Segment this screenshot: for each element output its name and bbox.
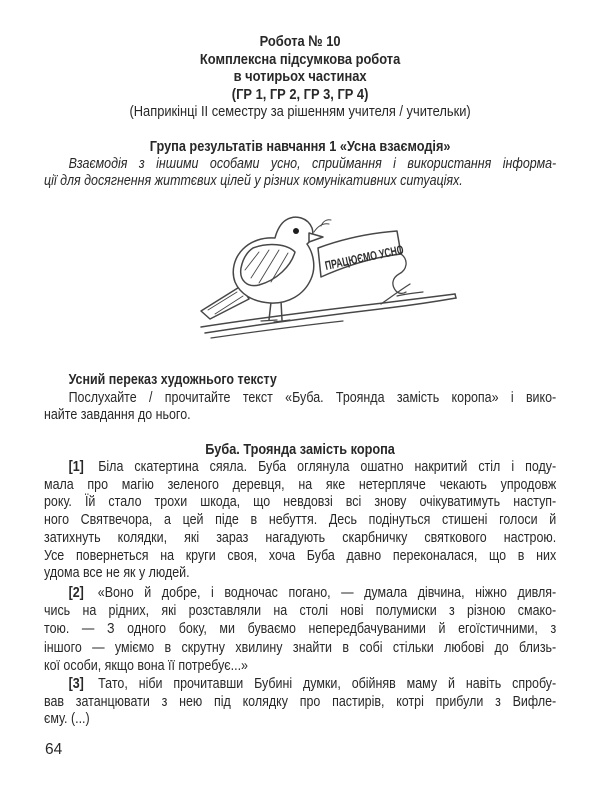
task-instruction-line: Послухайте / прочитайте текст «Буба. Троянда замість коропа» і вико- bbox=[68, 389, 557, 406]
banner-text: ПРАЦЮЄМО УСНО bbox=[323, 235, 440, 273]
paragraph-text: Тато, ніби прочитавши Бубині думки, обійняв маму й навіть спробу- bbox=[98, 676, 557, 692]
paragraph-number: [1] bbox=[68, 459, 84, 475]
paragraph-line: тою. — З одного боку, ми буваємо непередбачуваними й егоїстичними, з bbox=[44, 621, 557, 638]
bird-beak bbox=[309, 233, 323, 242]
work-title-line: Комплексна підсумкова робота bbox=[199, 50, 401, 68]
task-instruction-line: найте завдання до нього. bbox=[44, 407, 191, 424]
bird-on-branch-illustration bbox=[193, 206, 461, 340]
work-number-title: Робота № 10 bbox=[259, 33, 341, 50]
bird-eye bbox=[293, 228, 299, 234]
paragraph-text: Біла скатертина сяяла. Буба оглянула ошатно накритий стіл і поду- bbox=[98, 459, 557, 475]
paragraph-line: затихнуть колядки, які зараз нагадують скарбничку святкового настрою. bbox=[44, 529, 557, 546]
branch bbox=[205, 298, 456, 333]
paragraph-line: єму. (...) bbox=[44, 711, 90, 728]
paragraph-text: «Воно й добре, і водночас погано, — думала дівчина, ніжно дивля- bbox=[97, 585, 557, 601]
paragraph-first-line bbox=[44, 584, 556, 602]
story-title-block bbox=[44, 441, 556, 459]
work-title-line: в чотирьох частинах bbox=[233, 68, 367, 85]
paragraph-line: іншого — уміємо в скрутну хвилину знайти в собі стільки любові до близь- bbox=[44, 639, 557, 656]
header-block bbox=[44, 33, 556, 121]
story-title: Буба. Троянда замість коропа bbox=[205, 441, 395, 458]
task-block bbox=[44, 372, 556, 425]
paragraph-line: вав затанцювати з нею під колядку про пастирів, котрі прибули з Вифле- bbox=[44, 693, 557, 710]
page-number: 64 bbox=[45, 741, 63, 758]
work-parts-line: (ГР 1, ГР 2, ГР 3, ГР 4) bbox=[231, 85, 369, 103]
paragraph-line: ного Святвечора, а цей піде в небуття. Десь подінуться стишені голоси й bbox=[44, 512, 557, 529]
beak-sprig bbox=[314, 220, 331, 232]
story-paragraph bbox=[44, 459, 556, 583]
story-paragraph bbox=[44, 676, 556, 729]
header-subtitle: (Наприкінці ІІ семестру за рішенням учителя / учительки) bbox=[129, 103, 471, 120]
paragraph-line: мала про магію зеленого деревця, на яке нетерпляче чекають упродовж bbox=[44, 476, 557, 493]
paragraph-line: кої особи, якщо вона її потребує...» bbox=[44, 657, 248, 674]
paragraph-line: удома все не як у людей. bbox=[44, 565, 190, 582]
task-heading: Усний переказ художнього тексту bbox=[68, 372, 277, 388]
paragraph-line: року. Їй стало трохи шкода, що невдовзі всі знову очікуватимуть наступ- bbox=[44, 494, 557, 511]
paragraph-first-line bbox=[44, 459, 556, 477]
results-group-title: Група результатів навчання 1 «Усна взаємодія» bbox=[149, 138, 451, 155]
results-group-desc-line: ції для досягнення життєвих цілей у різних комунікативних ситуаціях. bbox=[44, 173, 463, 190]
paragraph-line: Усе повернеться на круги своя, хоча Буба давно переконалася, що в них bbox=[44, 547, 557, 564]
paragraph-number: [3] bbox=[68, 676, 84, 692]
paragraph-first-line bbox=[44, 676, 556, 694]
text-column bbox=[44, 0, 556, 799]
paragraph-line: чись на рідних, які розставляли на столі нові полумиски з різною смако- bbox=[44, 603, 557, 620]
results-group-desc-line: Взаємодія з іншими особами усно, сприймання і використання інформа- bbox=[68, 155, 557, 172]
story-paragraph bbox=[44, 584, 556, 675]
paragraph-number: [2] bbox=[68, 585, 84, 601]
results-group-block bbox=[44, 138, 556, 191]
